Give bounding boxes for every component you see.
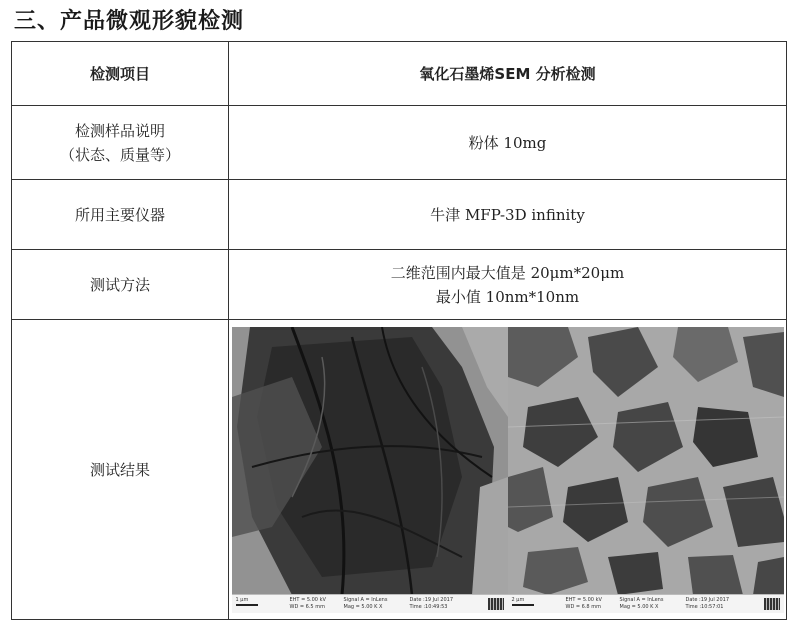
sem-micrograph-right [508,327,784,595]
wd-right: WD = 6.8 mm [565,603,601,610]
time-left: Time :10:49:53 [409,603,448,610]
sample-label-cell [12,106,229,180]
table-row-instrument [12,180,787,250]
sem-databar-right [508,594,784,613]
wd-left: WD = 6.5 mm [289,603,325,610]
sem-micrograph-left [232,327,508,595]
instrument-value: 牛津 MFP-3D infinity [229,180,787,250]
method-value-cell [229,250,787,320]
zeiss-logo-right [764,598,780,610]
sample-label-line2: （状态、质量等） [59,145,180,164]
table-row-result [12,320,787,620]
signal-right: Signal A = InLens [619,596,664,603]
table-header-row [12,42,787,106]
mag-right: Mag = 5.00 K X [619,603,659,610]
method-value-line1: 二维范围内最大值是 20μm*20μm [390,263,625,282]
eht-left: EHT = 5.00 kV [289,596,326,603]
scale-label-left: 1 μm [235,596,249,603]
sem-databar-left [232,594,508,613]
method-value-line2: 最小值 10nm*10nm [435,287,580,306]
table-row-sample [12,106,787,180]
eht-right: EHT = 5.00 kV [565,596,602,603]
mag-left: Mag = 5.00 K X [343,603,383,610]
sem-image-right [508,327,784,613]
sem-image-pair [232,327,784,613]
sample-label-line1: 检测样品说明 [74,121,165,140]
scale-label-right: 2 μm [511,596,525,603]
sample-value: 粉体 10mg [229,106,787,180]
time-right: Time :10:57:01 [685,603,724,610]
header-value: 氧化石墨烯SEM 分析检测 [229,42,787,106]
scale-bar-left [236,604,258,606]
scale-bar-right [512,604,534,606]
result-images-cell [229,320,787,620]
date-left: Date :19 Jul 2017 [409,596,454,603]
instrument-label: 所用主要仪器 [12,180,229,250]
section-title: 三、产品微观形貌检测 [14,9,245,34]
sem-test-table [11,41,787,620]
header-label: 检测项目 [12,42,229,106]
sem-image-left [232,327,508,613]
signal-left: Signal A = InLens [343,596,388,603]
table-row-method [12,250,787,320]
method-label: 测试方法 [12,250,229,320]
zeiss-logo-left [488,598,504,610]
result-label: 测试结果 [12,320,229,620]
date-right: Date :19 Jul 2017 [685,596,730,603]
